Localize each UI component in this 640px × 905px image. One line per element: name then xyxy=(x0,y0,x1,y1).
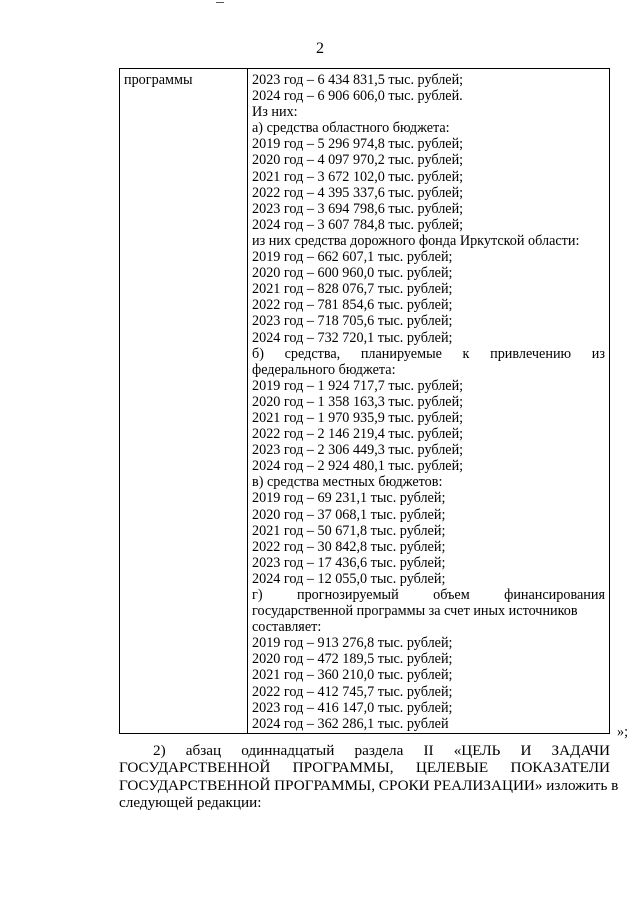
table-line: государственной программы за счет иных источников xyxy=(252,603,578,620)
table-line: 2023 год – 416 147,0 тыс. рублей; xyxy=(252,699,453,716)
table-line: 2020 год – 4 097 970,2 тыс. рублей; xyxy=(252,152,464,169)
table-line: б) средства, планируемые к привлечению из xyxy=(252,345,605,362)
paragraph-line: следующей редакции: xyxy=(119,793,262,811)
table-line: 2024 год – 362 286,1 тыс. рублей xyxy=(252,715,449,732)
table-line: 2019 год – 5 296 974,8 тыс. рублей; xyxy=(252,136,464,153)
table-line: в) средства местных бюджетов: xyxy=(252,474,443,491)
table-line: 2024 год – 732 720,1 тыс. рублей; xyxy=(252,329,453,346)
table-line: 2023 год – 2 306 449,3 тыс. рублей; xyxy=(252,442,464,459)
table-line: 2019 год – 1 924 717,7 тыс. рублей; xyxy=(252,377,464,394)
table-line: 2021 год – 828 076,7 тыс. рублей; xyxy=(252,281,453,298)
table-line: 2022 год – 30 842,8 тыс. рублей; xyxy=(252,538,446,555)
table-left-cell xyxy=(120,69,248,734)
table-line: 2022 год – 412 745,7 тыс. рублей; xyxy=(252,683,453,700)
table-line: 2020 год – 600 960,0 тыс. рублей; xyxy=(252,265,453,282)
table-line: г) прогнозируемый объем финансирования xyxy=(252,587,605,603)
table-line: из них средства дорожного фонда Иркутской области: xyxy=(252,232,580,249)
table-line: 2023 год – 3 694 798,6 тыс. рублей; xyxy=(252,200,464,217)
table-line: 2021 год – 50 671,8 тыс. рублей; xyxy=(252,522,446,539)
budget-table xyxy=(119,68,610,734)
table-line: Из них: xyxy=(252,104,298,121)
table-row xyxy=(120,69,610,734)
table-line: 2019 год – 913 276,8 тыс. рублей; xyxy=(252,635,453,652)
table-line: 2021 год – 1 970 935,9 тыс. рублей; xyxy=(252,409,464,426)
table-line: 2021 год – 3 672 102,0 тыс. рублей; xyxy=(252,168,464,185)
left-cell-label: программы xyxy=(124,72,193,88)
table-line: федерального бюджета: xyxy=(252,361,396,378)
table-line: 2024 год – 3 607 784,8 тыс. рублей; xyxy=(252,216,464,233)
table-line: 2019 год – 69 231,1 тыс. рублей; xyxy=(252,490,446,507)
table-line: 2023 год – 6 434 831,5 тыс. рублей; xyxy=(252,72,464,88)
table-line: 2022 год – 781 854,6 тыс. рублей; xyxy=(252,297,453,314)
table-right-cell xyxy=(248,69,610,734)
table-line: 2022 год – 2 146 219,4 тыс. рублей; xyxy=(252,426,464,443)
closing-quote-mark: »; xyxy=(617,724,629,740)
table-line: 2020 год – 472 189,5 тыс. рублей; xyxy=(252,651,453,668)
page-number: 2 xyxy=(316,40,324,57)
table-line: 2023 год – 718 705,6 тыс. рублей; xyxy=(252,313,453,330)
table-line: 2024 год – 12 055,0 тыс. рублей; xyxy=(252,570,446,587)
table-line: 2019 год – 662 607,1 тыс. рублей; xyxy=(252,249,453,266)
scan-speck xyxy=(216,2,224,3)
table-line: 2024 год – 6 906 606,0 тыс. рублей. xyxy=(252,88,463,105)
table-line: 2023 год – 17 436,6 тыс. рублей; xyxy=(252,554,446,571)
paragraph-line: ГОСУДАРСТВЕННОЙ ПРОГРАММЫ, СРОКИ РЕАЛИЗАЦИИ» изложить в xyxy=(119,776,619,794)
table-line: 2024 год – 2 924 480,1 тыс. рублей; xyxy=(252,458,464,475)
table-line: 2021 год – 360 210,0 тыс. рублей; xyxy=(252,667,453,684)
table-line: 2022 год – 4 395 337,6 тыс. рублей; xyxy=(252,184,464,201)
paragraph-line: 2) абзац одиннадцатый раздела II «ЦЕЛЬ И ЗАДАЧИ xyxy=(153,742,610,759)
table-line: 2020 год – 37 068,1 тыс. рублей; xyxy=(252,506,446,523)
amendment-paragraph xyxy=(119,742,619,811)
table-line: 2020 год – 1 358 163,3 тыс. рублей; xyxy=(252,393,464,410)
table-line: а) средства областного бюджета: xyxy=(252,120,450,137)
paragraph-line: ГОСУДАРСТВЕННОЙ ПРОГРАММЫ, ЦЕЛЕВЫЕ ПОКАЗАТЕЛИ xyxy=(119,759,610,777)
table-line: составляет: xyxy=(252,619,322,636)
